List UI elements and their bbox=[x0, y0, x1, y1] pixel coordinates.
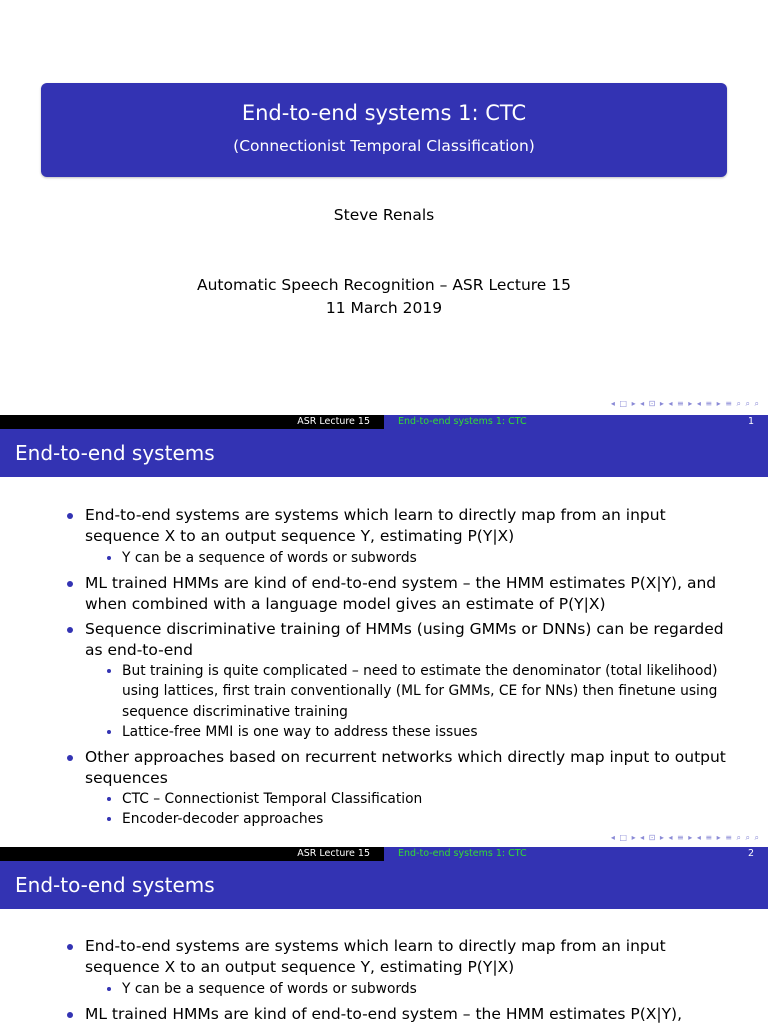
bullet-item: End-to-end systems are systems which learn to directly map from an input sequence X to an output sequence Y, estimating P(Y|X) bbox=[0, 505, 768, 547]
sub-bullet-item: Encoder-decoder approaches bbox=[0, 809, 768, 830]
bullet-list bbox=[0, 936, 768, 1024]
author: Steve Renals bbox=[333, 206, 435, 224]
sub-bullet-item: But training is quite complicated – need to estimate the denominator (total likelihood) using lattices, first train conventionally (ML for GMMs, CE for NNs) then finetune using sequence discriminative training bbox=[0, 661, 768, 723]
beamer-nav-icons[interactable]: ◂ □ ▸ ◂ ⊡ ▸ ◂ ≡ ▸ ◂ ≡ ▸ ≡ ⌕ ⌕ ⌕ bbox=[610, 399, 760, 408]
bullet-item: ML trained HMMs are kind of end-to-end system – the HMM estimates P(X|Y), and when combined with a language model gives an estimate of P(Y|X) bbox=[0, 573, 768, 615]
title-slide bbox=[0, 0, 768, 415]
frame-title: End-to-end systems bbox=[0, 861, 768, 909]
bullet-item: ML trained HMMs are kind of end-to-end system – the HMM estimates P(X|Y), bbox=[0, 1004, 768, 1024]
beamer-nav-icons[interactable]: ◂ □ ▸ ◂ ⊡ ▸ ◂ ≡ ▸ ◂ ≡ ▸ ≡ ⌕ ⌕ ⌕ bbox=[610, 833, 760, 842]
footer-lecture: ASR Lecture 15 bbox=[297, 848, 370, 859]
slide-subtitle: (Connectionist Temporal Classification) bbox=[233, 137, 535, 155]
bullet-item: Other approaches based on recurrent networks which directly map input to output sequences bbox=[0, 747, 768, 789]
footer-title: End-to-end systems 1: CTC bbox=[398, 416, 527, 427]
course-line: Automatic Speech Recognition – ASR Lecture 15 bbox=[197, 276, 571, 294]
sub-bullet-item: Y can be a sequence of words or subwords bbox=[0, 979, 768, 1000]
slide-footer bbox=[0, 415, 768, 429]
slide-footer bbox=[0, 847, 768, 861]
content-slide-2 bbox=[0, 847, 768, 1024]
sub-bullet-item: Y can be a sequence of words or subwords bbox=[0, 548, 768, 569]
bullet-item: Sequence discriminative training of HMMs (using GMMs or DNNs) can be regarded as end-to-end bbox=[0, 619, 768, 661]
sub-bullet-item: Lattice-free MMI is one way to address these issues bbox=[0, 722, 768, 743]
footer-title: End-to-end systems 1: CTC bbox=[398, 848, 527, 859]
bullet-item: End-to-end systems are systems which learn to directly map from an input sequence X to an output sequence Y, estimating P(Y|X) bbox=[0, 936, 768, 978]
slide-title: End-to-end systems 1: CTC bbox=[241, 101, 527, 125]
page-number: 1 bbox=[747, 416, 754, 427]
title-box bbox=[41, 83, 727, 177]
date-line: 11 March 2019 bbox=[325, 299, 443, 317]
content-slide-1 bbox=[0, 415, 768, 847]
footer-lecture: ASR Lecture 15 bbox=[297, 416, 370, 427]
frame-title: End-to-end systems bbox=[0, 429, 768, 477]
sub-bullet-item: CTC – Connectionist Temporal Classification bbox=[0, 789, 768, 810]
page-number: 2 bbox=[747, 848, 754, 859]
bullet-list bbox=[0, 505, 768, 830]
